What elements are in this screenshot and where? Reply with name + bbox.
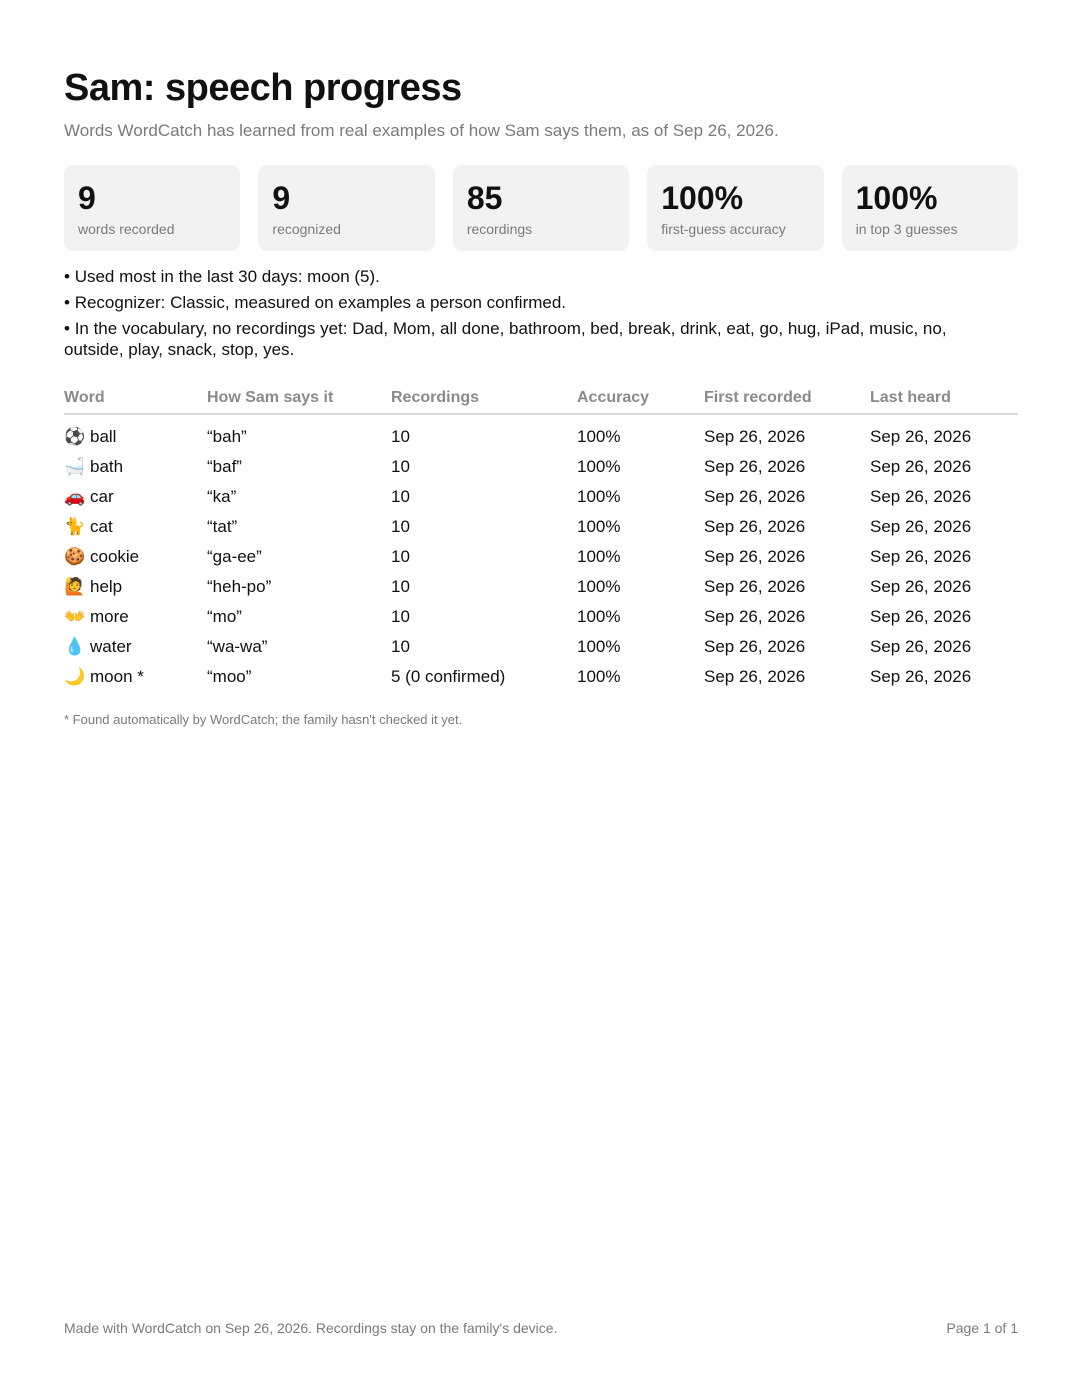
word-label: more <box>90 607 129 626</box>
word-label: water <box>90 637 132 656</box>
pronunciation-cell: “ka” <box>207 487 237 506</box>
page-number: Page 1 of 1 <box>946 1320 1018 1336</box>
last-heard-cell: Sep 26, 2026 <box>870 517 972 536</box>
note-recognizer: • Recognizer: Classic, measured on examples a person confirmed. <box>64 292 994 313</box>
pronunciation-cell: “tat” <box>207 517 238 536</box>
table-row <box>64 602 1018 632</box>
words-table <box>64 382 1018 692</box>
first-recorded-cell: Sep 26, 2026 <box>704 487 806 506</box>
accuracy-cell: 100% <box>577 607 621 626</box>
recordings-cell: 5 (0 confirmed) <box>391 667 506 686</box>
pronunciation-cell: “mo” <box>207 607 242 626</box>
word-cell <box>64 662 207 692</box>
table-row <box>64 414 1018 452</box>
word-cell <box>64 542 207 572</box>
accuracy-cell: 100% <box>577 637 621 656</box>
pronunciation-cell: “baf” <box>207 457 242 476</box>
water-droplet-icon: 💧 <box>64 637 86 657</box>
note-most-used: • Used most in the last 30 days: moon (5). <box>64 266 994 287</box>
last-heard-cell: Sep 26, 2026 <box>870 577 972 596</box>
cookie-icon: 🍪 <box>64 547 86 567</box>
word-label: help <box>90 577 123 596</box>
first-recorded-cell: Sep 26, 2026 <box>704 667 806 686</box>
first-recorded-cell: Sep 26, 2026 <box>704 427 806 446</box>
stat-label: in top 3 guesses <box>855 221 958 237</box>
note-unrecorded-vocabulary: • In the vocabulary, no recordings yet: Dad, Mom, all done, bathroom, bed, break, drink, eat, go, hug, iPad, music, no, outside, play, snack, stop, yes. <box>64 318 994 360</box>
stat-label: first-guess accuracy <box>661 221 786 237</box>
last-heard-cell: Sep 26, 2026 <box>870 487 972 506</box>
first-recorded-cell: Sep 26, 2026 <box>704 577 806 596</box>
table-row <box>64 512 1018 542</box>
crescent-moon-icon: 🌙 <box>64 667 86 687</box>
word-cell <box>64 512 207 542</box>
stat-value: 9 <box>272 180 291 216</box>
page-subtitle: Words WordCatch has learned from real examples of how Sam says them, as of Sep 26, 2026. <box>64 121 779 140</box>
column-header-first-recorded: First recorded <box>704 382 870 414</box>
table-row <box>64 632 1018 662</box>
recordings-cell: 10 <box>391 637 410 656</box>
column-header-accuracy: Accuracy <box>577 382 704 414</box>
page-footer <box>64 1318 1018 1338</box>
stat-card-recognized <box>258 165 434 251</box>
word-label: moon * <box>90 667 144 686</box>
word-label: car <box>90 487 114 506</box>
word-label: cat <box>90 517 113 536</box>
recordings-cell: 10 <box>391 487 410 506</box>
last-heard-cell: Sep 26, 2026 <box>870 547 972 566</box>
open-hands-icon: 👐 <box>64 607 86 627</box>
first-recorded-cell: Sep 26, 2026 <box>704 517 806 536</box>
stat-card-first-guess-accuracy <box>647 165 823 251</box>
accuracy-cell: 100% <box>577 487 621 506</box>
stat-label: recordings <box>466 221 533 237</box>
word-cell <box>64 482 207 512</box>
last-heard-cell: Sep 26, 2026 <box>870 457 972 476</box>
word-cell <box>64 602 207 632</box>
stat-label: words recorded <box>78 221 175 237</box>
stat-label: recognized <box>272 221 341 237</box>
stat-value: 100% <box>661 180 744 216</box>
accuracy-cell: 100% <box>577 457 621 476</box>
raising-hand-icon: 🙋 <box>64 577 86 597</box>
stats-row <box>64 165 1018 251</box>
table-header-row <box>64 382 1018 414</box>
recordings-cell: 10 <box>391 517 410 536</box>
summary-notes <box>64 266 994 365</box>
pronunciation-cell: “heh-po” <box>207 577 272 596</box>
bathtub-icon: 🛁 <box>64 457 86 477</box>
word-label: bath <box>90 457 124 476</box>
stat-card-recordings <box>453 165 629 251</box>
accuracy-cell: 100% <box>577 667 621 686</box>
word-cell <box>64 572 207 602</box>
stat-value: 85 <box>466 180 503 216</box>
accuracy-cell: 100% <box>577 517 621 536</box>
table-row <box>64 482 1018 512</box>
last-heard-cell: Sep 26, 2026 <box>870 607 972 626</box>
table-row <box>64 662 1018 692</box>
stat-value: 9 <box>78 180 96 216</box>
auto-found-footnote: * Found automatically by WordCatch; the family hasn't checked it yet. <box>64 712 463 727</box>
footer-made-with: Made with WordCatch on Sep 26, 2026. Recordings stay on the family's device. <box>64 1320 558 1336</box>
pronunciation-cell: “wa-wa” <box>207 637 268 656</box>
word-cell <box>64 452 207 482</box>
first-recorded-cell: Sep 26, 2026 <box>704 457 806 476</box>
first-recorded-cell: Sep 26, 2026 <box>704 607 806 626</box>
soccer-ball-icon: ⚽ <box>64 427 86 447</box>
first-recorded-cell: Sep 26, 2026 <box>704 547 806 566</box>
recordings-cell: 10 <box>391 577 410 596</box>
table-row <box>64 542 1018 572</box>
accuracy-cell: 100% <box>577 427 621 446</box>
column-header-word: Word <box>64 382 207 414</box>
car-icon: 🚗 <box>64 487 86 507</box>
accuracy-cell: 100% <box>577 547 621 566</box>
last-heard-cell: Sep 26, 2026 <box>870 637 972 656</box>
last-heard-cell: Sep 26, 2026 <box>870 427 972 446</box>
recordings-cell: 10 <box>391 457 410 476</box>
stat-card-words-recorded <box>64 165 240 251</box>
column-header-recordings: Recordings <box>391 382 577 414</box>
accuracy-cell: 100% <box>577 577 621 596</box>
table-row <box>64 572 1018 602</box>
column-header-last-heard: Last heard <box>870 382 1018 414</box>
recordings-cell: 10 <box>391 427 410 446</box>
column-header-pronunciation: How Sam says it <box>207 382 391 414</box>
pronunciation-cell: “moo” <box>207 667 252 686</box>
first-recorded-cell: Sep 26, 2026 <box>704 637 806 656</box>
last-heard-cell: Sep 26, 2026 <box>870 667 972 686</box>
stat-card-top-3-accuracy <box>842 165 1018 251</box>
word-cell <box>64 414 207 452</box>
pronunciation-cell: “bah” <box>207 427 247 446</box>
cat-icon: 🐈 <box>64 517 86 537</box>
report-page <box>64 0 1018 1400</box>
word-label: ball <box>90 427 117 446</box>
pronunciation-cell: “ga-ee” <box>207 547 262 566</box>
recordings-cell: 10 <box>391 547 410 566</box>
word-cell <box>64 632 207 662</box>
page-title: Sam: speech progress <box>64 67 462 109</box>
stat-value: 100% <box>855 180 938 216</box>
word-label: cookie <box>90 547 140 566</box>
table-row <box>64 452 1018 482</box>
recordings-cell: 10 <box>391 607 410 626</box>
